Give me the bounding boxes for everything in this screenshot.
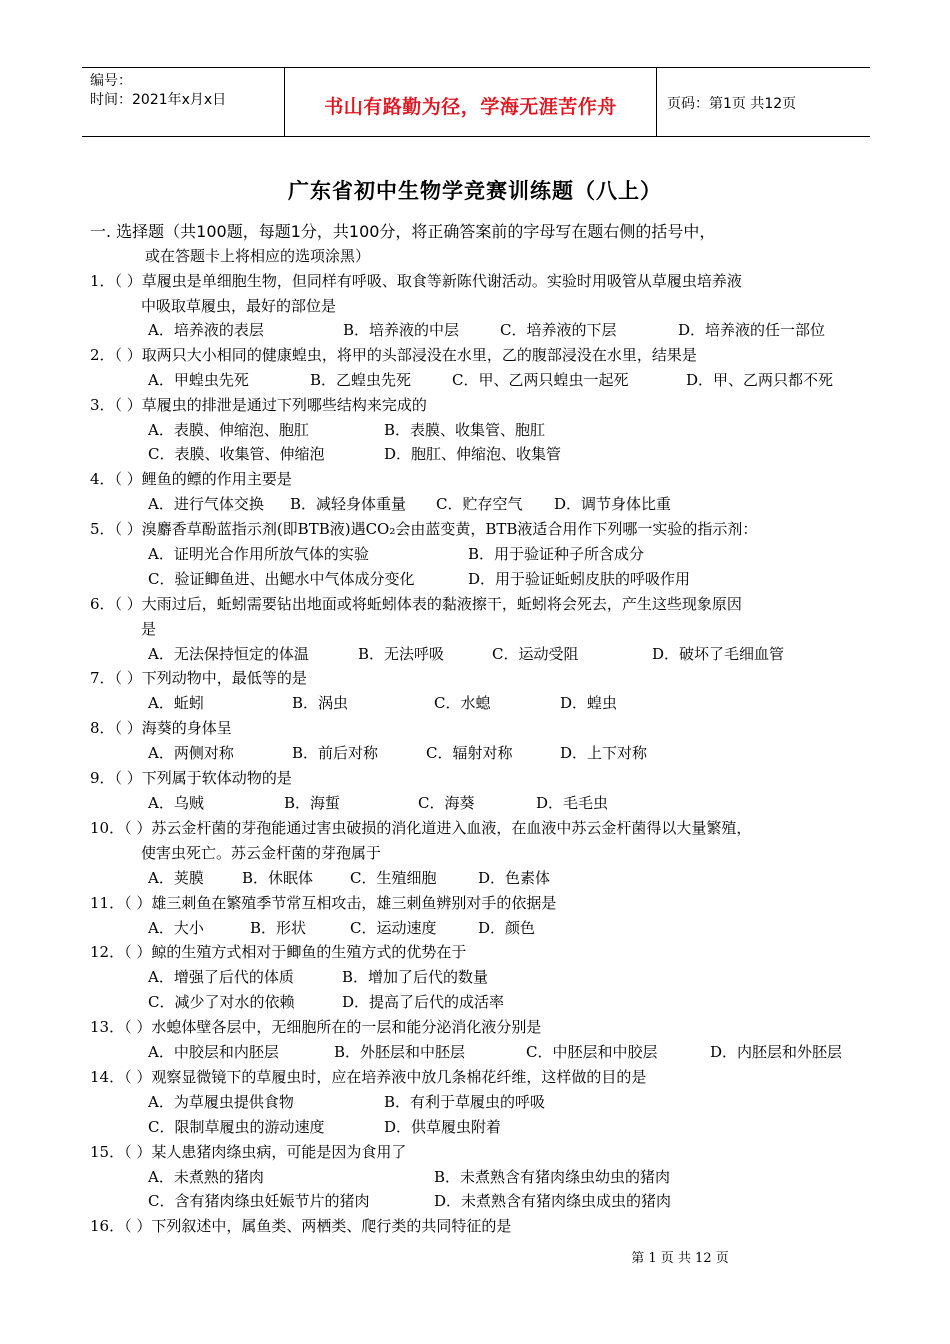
option: D．毛毛虫	[536, 794, 609, 812]
section-heading-cont: 或在答题卡上将相应的选项涂黑）	[145, 247, 371, 265]
section-heading: 一. 选择题（共100题，每题1分，共100分，将正确答案前的字母写在题右侧的括号中，	[90, 222, 716, 241]
question-stem: 8．（ ）海葵的身体呈	[90, 719, 232, 737]
question-stem: 2．（ ）取两只大小相同的健康蝗虫，将甲的头部浸没在水里，乙的腹部浸没在水里，结果是	[90, 346, 697, 364]
option: D．上下对称	[560, 744, 648, 762]
option: A．荚膜	[148, 869, 204, 887]
option: A．大小	[148, 919, 204, 937]
option: A．进行气体交换	[148, 495, 264, 513]
option: A．无法保持恒定的体温	[148, 645, 309, 663]
option: C．含有猪肉绦虫妊娠节片的猪肉	[148, 1192, 370, 1210]
option: B．用于验证种子所含成分	[468, 545, 645, 563]
question-stem-cont: 是	[141, 620, 157, 638]
option: A．中胶层和内胚层	[148, 1043, 279, 1061]
option: A．为草履虫提供食物	[148, 1093, 294, 1111]
option: A．表膜、伸缩泡、胞肛	[148, 421, 309, 439]
option: C．运动受阻	[492, 645, 579, 663]
option: D．培养液的任一部位	[678, 321, 826, 339]
question-stem: 14．（ ）观察显微镜下的草履虫时，应在培养液中放几条棉花纤维，这样做的目的是	[90, 1068, 647, 1086]
document-title: 广东省初中生物学竞赛训练题（八上）	[288, 179, 662, 203]
option: B．前后对称	[292, 744, 379, 762]
option: C．中胚层和中胶层	[526, 1043, 658, 1061]
question-stem: 10．（ ）苏云金杆菌的芽孢能通过害虫破损的消化道进入血液，在血液中苏云金杆菌得以大量繁殖，	[90, 819, 752, 837]
option: C．辐射对称	[426, 744, 513, 762]
option: A．甲蝗虫先死	[148, 371, 249, 389]
option: D．调节身体比重	[554, 495, 672, 513]
option: A．培养液的表层	[148, 321, 264, 339]
question-stem-cont: 使害虫死亡。苏云金杆菌的芽孢属于	[141, 844, 382, 862]
date-label: 时间：2021年x月x日	[90, 92, 227, 108]
question-stem: 6．（ ）大雨过后，蚯蚓需要钻出地面或将蚯蚓体表的黏液擦干，蚯蚓将会死去，产生这些现象原因	[90, 595, 742, 613]
number-label: 编号：	[90, 73, 132, 89]
option: A．未煮熟的猪肉	[148, 1168, 264, 1186]
option: A．证明光合作用所放气体的实验	[148, 545, 369, 563]
option: B．乙蝗虫先死	[310, 371, 412, 389]
option: A．乌贼	[148, 794, 204, 812]
option: C．海葵	[418, 794, 475, 812]
question-stem: 5．（ ）溴麝香草酚蓝指示剂(即BTB液)遇CO₂会由蓝变黄，BTB液适合用作下列哪一实验的指示剂：	[90, 520, 758, 538]
question-stem: 15．（ ）某人患猪肉绦虫病，可能是因为食用了	[90, 1143, 407, 1161]
option: C．水螅	[434, 694, 491, 712]
option: B．涡虫	[292, 694, 349, 712]
question-stem: 3．（ ）草履虫的排泄是通过下列哪些结构来完成的	[90, 396, 427, 414]
option: C．验证鲫鱼进、出鳃水中气体成分变化	[148, 570, 415, 588]
option: B．无法呼吸	[358, 645, 445, 663]
option: B．有利于草履虫的呼吸	[384, 1093, 546, 1111]
question-stem-cont: 中吸取草履虫，最好的部位是	[141, 297, 337, 315]
question-stem: 11．（ ）雄三刺鱼在繁殖季节常互相攻击，雄三刺鱼辨别对手的依据是	[90, 894, 557, 912]
option: D．蝗虫	[560, 694, 618, 712]
option: A．两侧对称	[148, 744, 234, 762]
option: C．表膜、收集管、伸缩泡	[148, 445, 325, 463]
page-footer: 第 1 页 共 12 页	[631, 1251, 729, 1266]
option: D．供草履虫附着	[384, 1118, 502, 1136]
option: D．内胚层和外胚层	[710, 1043, 843, 1061]
option: D．用于验证蚯蚓皮肤的呼吸作用	[468, 570, 691, 588]
option: C．限制草履虫的游动速度	[148, 1118, 325, 1136]
option: C．培养液的下层	[500, 321, 617, 339]
option: C．甲、乙两只蝗虫一起死	[452, 371, 629, 389]
option: A．蚯蚓	[148, 694, 204, 712]
option: D．破坏了毛细血管	[652, 645, 785, 663]
question-stem: 13．（ ）水螅体壁各层中，无细胞所在的一层和能分泌消化液分别是	[90, 1018, 542, 1036]
option: B．减轻身体重量	[290, 495, 407, 513]
option: B．表膜、收集管、胞肛	[384, 421, 546, 439]
question-stem: 12．（ ）鲸的生殖方式相对于鲫鱼的生殖方式的优势在于	[90, 943, 467, 961]
question-stem: 4．（ ）鲤鱼的鳔的作用主要是	[90, 470, 292, 488]
option: D．颜色	[478, 919, 536, 937]
question-stem: 16．（ ）下列叙述中，属鱼类、两栖类、爬行类的共同特征的是	[90, 1217, 512, 1235]
option: D．甲、乙两只都不死	[686, 371, 834, 389]
option: B．未煮熟含有猪肉绦虫幼虫的猪肉	[434, 1168, 671, 1186]
question-stem: 9．（ ）下列属于软体动物的是	[90, 769, 292, 787]
option: A．增强了后代的体质	[148, 968, 294, 986]
page-header	[82, 67, 870, 137]
option: C．运动速度	[350, 919, 437, 937]
option: C．减少了对水的依赖	[148, 993, 295, 1011]
question-stem: 1．（ ）草履虫是单细胞生物，但同样有呼吸、取食等新陈代谢活动。实验时用吸管从草履虫培养液	[90, 272, 742, 290]
header-info-cell	[82, 68, 285, 136]
question-stem: 7．（ ）下列动物中，最低等的是	[90, 669, 307, 687]
option: B．增加了后代的数量	[342, 968, 489, 986]
option: B．培养液的中层	[343, 321, 460, 339]
option: C．生殖细胞	[350, 869, 437, 887]
motto: 书山有路勤为径，学海无涯苦作舟	[324, 96, 617, 118]
header-motto-cell	[285, 68, 657, 136]
page-number-label: 页码：第1页 共12页	[667, 96, 797, 112]
option: D．色素体	[478, 869, 551, 887]
option: B．海蜇	[284, 794, 341, 812]
option: B．休眠体	[242, 869, 314, 887]
option: D．胞肛、伸缩泡、收集管	[384, 445, 562, 463]
option: B．外胚层和中胚层	[334, 1043, 466, 1061]
option: D．未煮熟含有猪肉绦虫成虫的猪肉	[434, 1192, 672, 1210]
option: B．形状	[250, 919, 307, 937]
option: C．贮存空气	[436, 495, 523, 513]
option: D．提高了后代的成活率	[342, 993, 505, 1011]
header-page-cell	[657, 68, 870, 136]
